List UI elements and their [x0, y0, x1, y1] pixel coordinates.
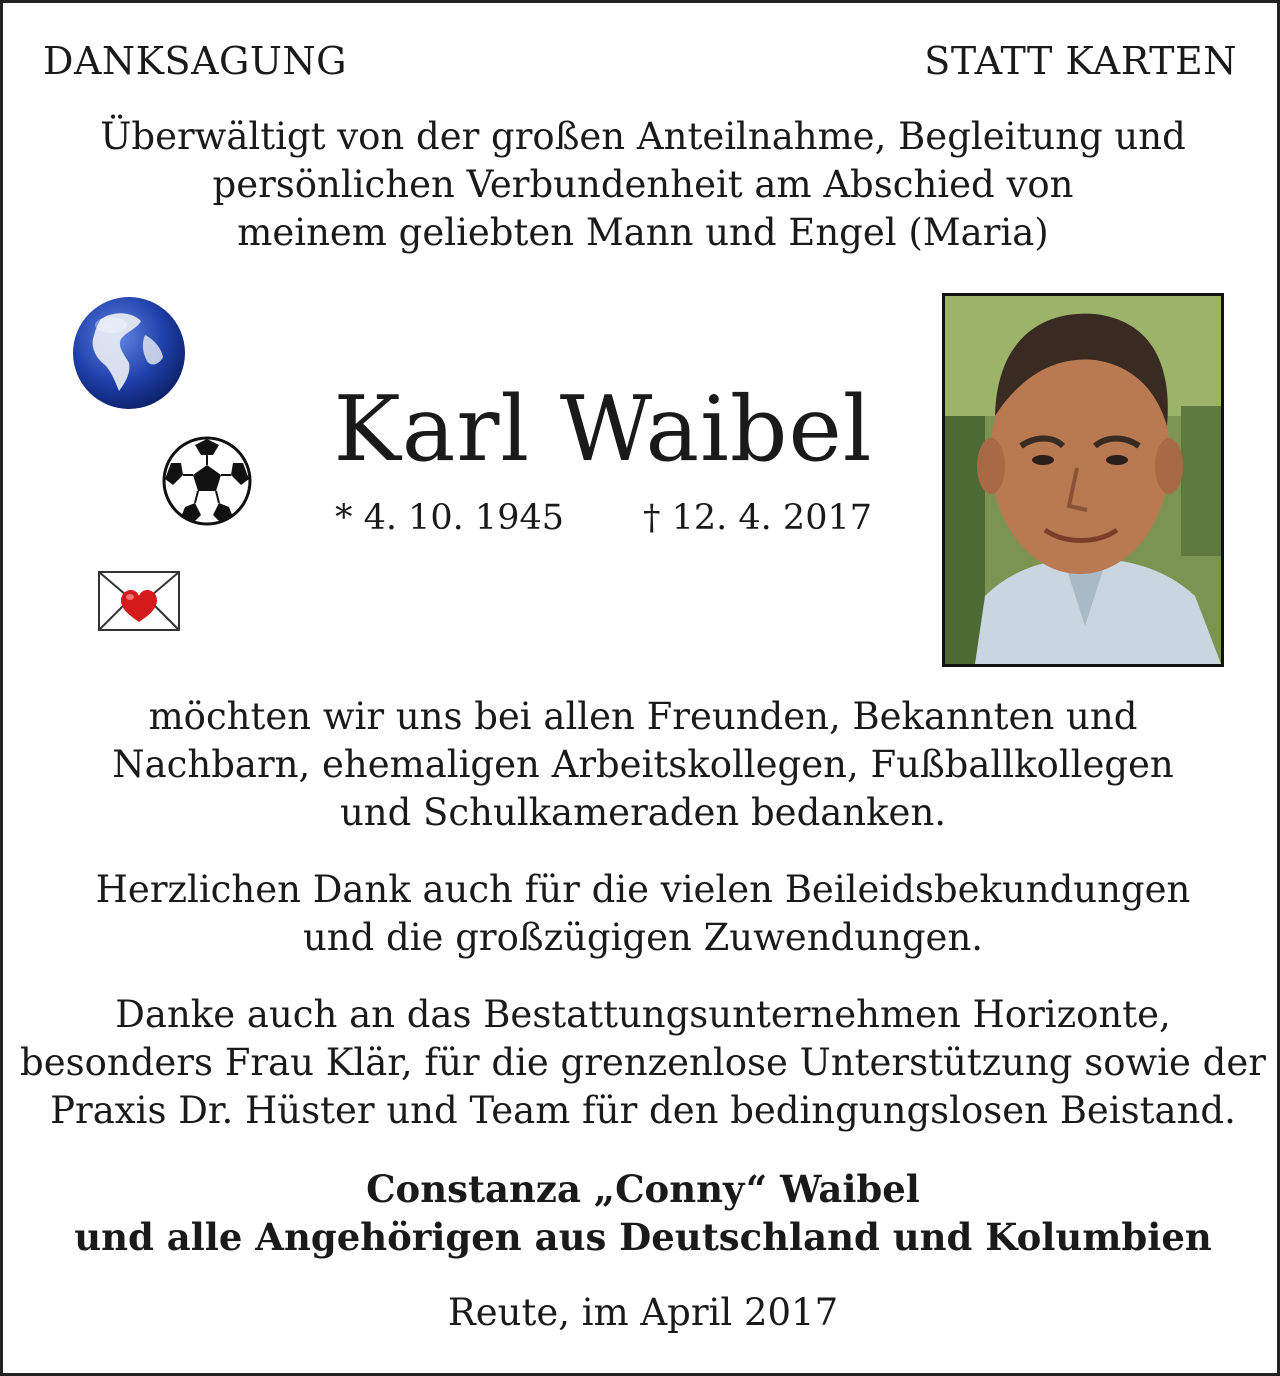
portrait-photo: [942, 293, 1224, 667]
text-line: möchten wir uns bei allen Freunden, Bekannten und: [148, 695, 1138, 738]
thanks-paragraph-2: [3, 866, 1280, 962]
header-left: DANKSAGUNG: [43, 39, 348, 83]
thanks-paragraph-3: [3, 991, 1280, 1135]
signature-line: und alle Angehörigen aus Deutschland und Kolumbien: [74, 1215, 1212, 1259]
text-line: besonders Frau Klär, für die grenzenlose Unterstützung sowie der: [20, 1041, 1266, 1084]
heart-letter-icon: [97, 570, 181, 632]
place-date: [3, 1289, 1280, 1337]
intro-line: meinem geliebten Mann und Engel (Maria): [237, 211, 1049, 254]
text-line: Danke auch an das Bestattungsunternehmen Horizonte,: [115, 993, 1171, 1036]
text-line: und Schulkameraden bedanken.: [339, 791, 947, 834]
place-date-line: Reute, im April 2017: [447, 1291, 839, 1334]
text-line: Praxis Dr. Hüster und Team für den bedingungslosen Beistand.: [50, 1089, 1236, 1132]
soccer-ball-icon: [161, 435, 253, 527]
intro-text: [3, 113, 1280, 257]
header-right: STATT KARTEN: [924, 39, 1237, 83]
deceased-name: Karl Waibel: [333, 377, 873, 482]
signature-line: Constanza „Conny“ Waibel: [366, 1167, 920, 1211]
text-line: Nachbarn, ehemaligen Arbeitskollegen, Fußballkollegen: [112, 743, 1174, 786]
text-line: und die großzügigen Zuwendungen.: [302, 916, 984, 959]
text-line: Herzlichen Dank auch für die vielen Beileidsbekundungen: [95, 868, 1191, 911]
intro-line: Überwältigt von der großen Anteilnahme, Begleitung und: [100, 115, 1186, 158]
birth-date: * 4. 10. 1945: [335, 498, 565, 538]
signature: [3, 1165, 1280, 1261]
globe-icon: [71, 295, 189, 411]
thanks-paragraph-1: [3, 693, 1280, 837]
death-date: † 12. 4. 2017: [643, 498, 873, 538]
intro-line: persönlichen Verbundenheit am Abschied von: [212, 163, 1074, 206]
